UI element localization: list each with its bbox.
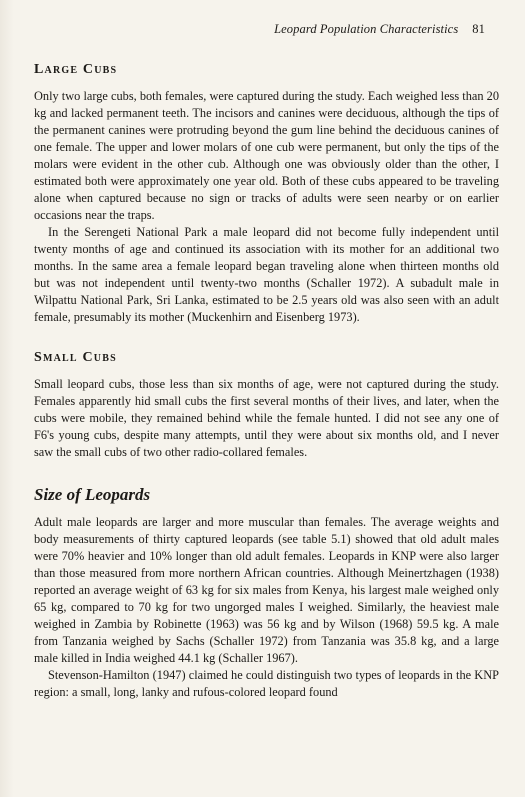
paragraph: Small leopard cubs, those less than six months of age, were not captured during the study. Females apparently hid small cubs the first several months of their lives, and later, when the cubs were mobile, they remained behind while the female hunted. I did not see any one of F6's young cubs, despite many attempts, until they were about six months old, and I never saw the small cubs of two other radio-collared females. — [34, 377, 499, 459]
heading-large-cubs: Large Cubs — [34, 62, 118, 77]
paragraph: Only two large cubs, both females, were captured during the study. Each weighed less than 20 kg and lacked permanent teeth. The incisors and canines were deciduous, although the tips of the permanent canines were protruding beyond the gum line behind the deciduous canines of one female. The upper and lower molars of one cub were permanent, but only the tips of the molars were evident in the other cub. Although one was obviously older than the other, I estimated both were approximately one year old. Both of these cubs appeared to be traveling alone when captured because no sign or tracks of adults were seen nearby or on earlier occasions near the traps. — [34, 89, 499, 222]
paragraph: Adult male leopards are larger and more muscular than females. The average weights and body measurements of thirty captured leopards (see table 5.1) showed that old adult males were 70% heavier and 10% longer than old adult females. Leopards in KNP were also larger than those measured from more northern African countries. Although Meinertzhagen (1938) reported an average weight of 63 kg for six males from Kenya, his largest male weighed only 65 kg, compared to 70 kg for two ungorged males I weighed. Similarly, the heaviest male weighed in Zambia by Robinette (1963) was 56 kg and by Wilson (1968) 59.5 kg. A male from Tanzania weighed by Sachs (Schaller 1972) from Tanzania was 35.8 kg, and a large male killed in India weighed 44.1 kg (Schaller 1967). — [34, 515, 499, 665]
paragraph: Stevenson-Hamilton (1947) claimed he could distinguish two types of leopards in the KNP region: a small, long, lanky and rufous-colored leopard found — [34, 668, 499, 699]
paragraph: In the Serengeti National Park a male leopard did not become fully independent until twenty months of age and continued its association with its mother for an additional two months. In the same area a female leopard began traveling alone when thirteen months old but was not independent until twenty-two months (Schaller 1972). A subadult male in Wilpattu National Park, Sri Lanka, estimated to be 2.5 years old was also seen with an adult female, presumably its mother (Muckenhirn and Eisenberg 1973). — [34, 225, 499, 324]
page-body — [34, 62, 499, 701]
running-head-title: Leopard Population Characteristics — [274, 22, 459, 36]
heading-small-cubs: Small Cubs — [34, 350, 117, 365]
running-head — [274, 22, 485, 37]
page-number: 81 — [472, 22, 485, 36]
heading-size-of-leopards: Size of Leopards — [34, 485, 151, 504]
